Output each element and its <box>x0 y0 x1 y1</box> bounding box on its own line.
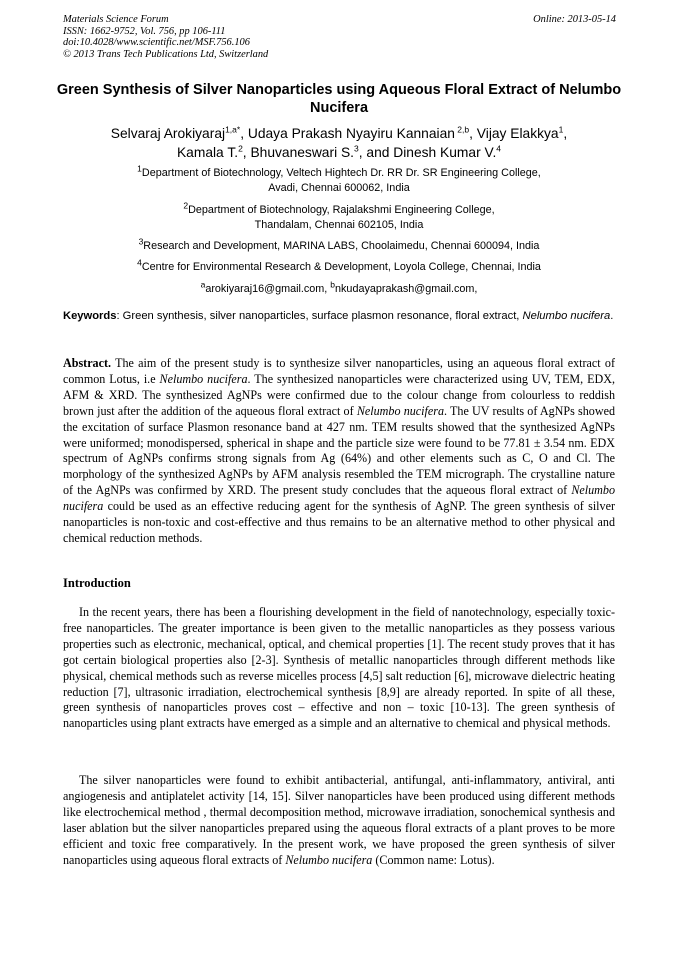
email-sup: a <box>200 279 206 290</box>
author-sup: 1 <box>558 124 564 135</box>
intro-paragraph-1: In the recent years, there has been a flourishing development in the field of nanotechnology, especially toxic-free nanoparticles. The greater importance is been given to the metallic nanoparticles as they possess various properties such as electronic, mechanical, optical, and chemical properties [1]. The recent study proves that it has got certain biological properties also [2-3]. Synthesis of metallic nanoparticles through different methods like physical, chemical methods such as reverse micelles process [4,5] salt reduction [6], microwave dielectric heating reduction [7], ultrasonic irradiation, electrochemical synthesis [8,9] are already reported. In spite of all these, green synthesis of nanoparticles proves cost – effective and non – toxic [10-13]. The green synthesis of nanoparticles using plant extracts have emerged as a simple and an alternative to chemical and physical methods. <box>63 605 615 731</box>
affiliation-3 <box>40 236 638 254</box>
affiliation-sup: 1 <box>137 163 142 174</box>
author-name: Udaya Prakash Nyayiru Kannaian <box>247 126 455 141</box>
affiliation-line: Department of Biotechnology, Veltech Hightech Dr. RR Dr. SR Engineering College, <box>141 167 541 179</box>
journal-header <box>63 14 616 60</box>
species-name: Nelumbo nucifera <box>159 371 248 386</box>
affiliation-4 <box>40 257 638 275</box>
author-sep: , <box>242 145 251 160</box>
abstract-text: . The UV results of AgNPs showed the excitation of surface Plasmon resonance band at 427 nm. TEM results showed that the synthesized AgNPs were uniformed; monodispersed, spherical in shape and the particle size were found to be 77.81 ± 3.54 nm. EDX spectrum of AgNPs confirms strong signals from Ag (64%) and other elements such as C, O and Cl. The morphology of the synthesized AgNPs by AFM analysis resembled the TEM micrograph. The crystalline nature of the AgNPs was confirmed by XRD. The present study concludes that the aqueous floral extract of <box>63 403 615 498</box>
affiliation-sup: 4 <box>137 257 142 268</box>
abstract-text: could be used as an effective reducing agent for the synthesis of AgNP. The green synthesis of silver nanoparticles is non-toxic and cost-effective and thus remains to be an alternative method to other physical and chemical reduction methods. <box>63 499 615 545</box>
keywords <box>63 309 615 325</box>
author-sup: 4 <box>496 143 502 154</box>
intro-paragraph-2 <box>63 773 615 868</box>
email-a: arokiyaraj16@gmail.com, <box>205 283 331 295</box>
author-sep: , <box>563 126 568 141</box>
doi-line: doi:10.4028/www.scientific.net/MSF.756.106 <box>63 37 250 49</box>
journal-name: Materials Science Forum <box>63 14 169 25</box>
affiliation-line: Department of Biotechnology, Rajalakshmi Engineering College, <box>188 204 495 216</box>
online-date: Online: 2013-05-14 <box>533 14 616 25</box>
affiliation-sup: 2 <box>183 200 189 211</box>
keywords-text: : Green synthesis, silver nanoparticles, surface plasmon resonance, floral extract, <box>116 310 523 322</box>
email-line <box>40 279 638 297</box>
affiliation-1 <box>40 163 638 196</box>
species-name: Nelumbo nucifera <box>63 483 615 514</box>
keywords-species: Nelumbo nucifera <box>522 310 611 322</box>
author-sup: 3 <box>354 143 359 154</box>
author-sup: 1,a* <box>225 124 241 135</box>
author-list <box>50 124 628 162</box>
paragraph-text: (Common name: Lotus). <box>372 852 495 867</box>
species-name: Nelumbo nucifera <box>285 852 373 867</box>
section-heading-introduction: Introduction <box>63 576 131 590</box>
email-sup: b <box>330 279 336 290</box>
affiliation-line: Centre for Environmental Research & Development, Loyola College, Chennai, India <box>141 261 541 273</box>
copyright-line: © 2013 Trans Tech Publications Ltd, Switzerland <box>63 48 269 60</box>
author-sep: , <box>240 126 248 141</box>
affiliation-sup: 3 <box>138 236 144 247</box>
email-b: nkudayaprakash@gmail.com, <box>335 283 478 295</box>
author-sup: 2 <box>238 143 243 154</box>
abstract-text: The aim of the present study is to synthesize silver nanoparticles, using an aqueous floral extract of common Lotus, i.e <box>63 356 615 386</box>
species-name: Nelumbo nucifera <box>356 403 445 418</box>
author-sup: 2,b <box>454 124 470 135</box>
paper-title: Green Synthesis of Silver Nanoparticles using Aqueous Floral Extract of Nelumbo Nucifera <box>56 82 622 116</box>
issn-line: ISSN: 1662-9752, Vol. 756, pp 106-111 <box>63 25 226 37</box>
author-name: Bhuvaneswari S. <box>250 145 354 160</box>
affiliation-2 <box>40 200 638 233</box>
abstract-text: . The synthesized nanoparticles were characterized using UV, TEM, EDX, AFM & XRD. The synthesized AgNPs were confirmed due to the colour change from colourless to reddish brown just after the addition of the aqueous floral extract of <box>63 371 615 418</box>
author-name: Selvaraj Arokiyaraj <box>110 126 226 141</box>
paragraph-text: The silver nanoparticles were found to exhibit antibacterial, antifungal, anti-inflammatory, antiviral, anti angiogenesis and antiplatelet activity [14, 15]. Silver nanoparticles have been produced using different methods like electrochemical method , thermal decomposition method, microwave irradiation, sonochemical synthesis and laser ablation but the silver nanoparticles prepared using the aqueous floral extracts of a plant proves to be more efficient and toxic free comparatively. In the present work, we have proposed the green synthesis of silver nanoparticles using aqueous floral extracts of <box>63 773 615 867</box>
author-name: Vijay Elakkya <box>476 126 559 141</box>
abstract-label: Abstract. <box>63 356 112 370</box>
author-sep: , <box>469 126 477 141</box>
affiliation-line: Thandalam, Chennai 602105, India <box>254 219 424 231</box>
abstract <box>63 356 615 547</box>
keywords-label: Keywords <box>63 310 117 322</box>
keywords-end: . <box>610 310 614 322</box>
author-sep: , and <box>358 145 394 160</box>
affiliation-line: Research and Development, MARINA LABS, Choolaimedu, Chennai 600094, India <box>143 240 540 252</box>
affiliation-line: Avadi, Chennai 600062, India <box>268 182 410 194</box>
author-name: Dinesh Kumar V. <box>393 145 497 160</box>
author-name: Kamala T. <box>176 145 239 160</box>
